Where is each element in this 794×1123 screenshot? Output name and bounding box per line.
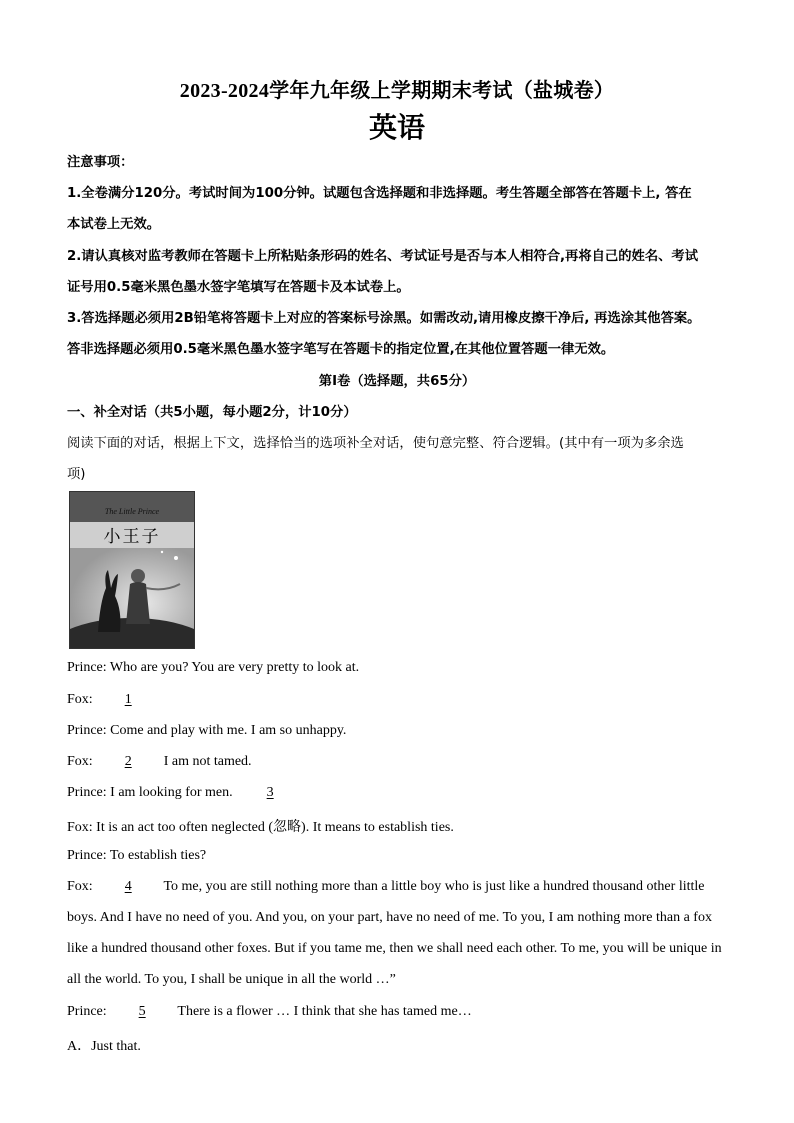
cover-chinese-title: 小王子 [103, 527, 161, 547]
dialogue-line-7: Prince: To establish ties? [67, 848, 207, 863]
dialogue-line-5 [67, 785, 298, 801]
subject-title: 英语 [368, 111, 425, 144]
notice-line-5: 3.答选择题必须用2B铅笔将答题卡上对应的答案标号涂黑。如需改动,请用橡皮擦干净后, 再选涂其他答案。 [67, 311, 701, 326]
dialogue-line-9: boys. And I have no need of you. And you, on your part, have no need of me. To you, I am nothing more than a fox [67, 910, 712, 925]
cover-english-title: The Little Prince [104, 507, 160, 516]
speaker-fox: Fox: [67, 754, 93, 769]
cover-illustration [70, 492, 194, 648]
blank-4: 4 [124, 879, 132, 894]
blank-2: 2 [124, 754, 132, 769]
dialogue-line-2 [67, 692, 154, 708]
section-instruction-1: 阅读下面的对话，根据上下文，选择恰当的选项补全对话，使句意完整、符合逻辑。(其中有一项为多余选 [67, 436, 684, 451]
speaker-prince: Prince: [67, 1004, 107, 1019]
dialogue-line-1: Prince: Who are you? You are very pretty to look at. [67, 660, 360, 675]
dialogue-line-6: Fox: It is an act too often neglected (忽略). It means to establish ties. [67, 820, 454, 835]
blank-1: 1 [124, 692, 132, 707]
section-instruction-2: 项) [67, 467, 86, 482]
dialogue-text: There is a flower … I think that she has tamed me… [177, 1004, 472, 1019]
speaker-fox: Fox: [67, 692, 93, 707]
dialogue-line-12 [67, 1004, 472, 1020]
part-heading: 第Ⅰ卷（选择题，共65分） [318, 374, 476, 389]
dialogue-line-4 [67, 754, 252, 770]
blank-3: 3 [266, 785, 274, 800]
blank-5: 5 [138, 1004, 146, 1019]
notice-line-1: 1.全卷满分120分。考试时间为100分钟。试题包含选择题和非选择题。考生答题全部答在答题卡上, 答在 [67, 186, 692, 201]
notice-heading: 注意事项： [67, 155, 134, 170]
little-prince-cover-image [69, 491, 195, 649]
option-a: A．Just that. [67, 1039, 141, 1054]
speaker-fox: Fox: [67, 879, 93, 894]
dialogue-text: To me, you are still nothing more than a little boy who is just like a hundred thousand other little [163, 879, 705, 894]
dialogue-line-3: Prince: Come and play with me. I am so unhappy. [67, 723, 347, 738]
section-title: 一、补全对话（共5小题，每小题2分，计10分） [67, 405, 357, 420]
notice-line-4: 证号用0.5毫米黑色墨水签字笔填写在答题卡及本试卷上。 [67, 280, 410, 295]
dialogue-text: Prince: I am looking for men. [67, 785, 233, 800]
notice-line-2: 本试卷上无效。 [67, 217, 161, 232]
notice-line-3: 2.请认真核对监考教师在答题卡上所粘贴条形码的姓名、考试证号是否与本人相符合,再将自己的姓名、考试 [67, 249, 699, 264]
exam-title: 2023-2024学年九年级上学期期末考试（盐城卷） [179, 80, 615, 102]
dialogue-line-8 [67, 879, 704, 895]
dialogue-text: I am not tamed. [163, 754, 252, 769]
notice-line-6: 答非选择题必须用0.5毫米黑色墨水签字笔写在答题卡的指定位置,在其他位置答题一律无效。 [67, 342, 615, 357]
dialogue-line-10: like a hundred thousand other foxes. But if you tame me, then we shall need each other. To me, you will be unique in [67, 941, 722, 956]
dialogue-line-11: all the world. To you, I shall be unique in all the world …” [67, 972, 396, 987]
